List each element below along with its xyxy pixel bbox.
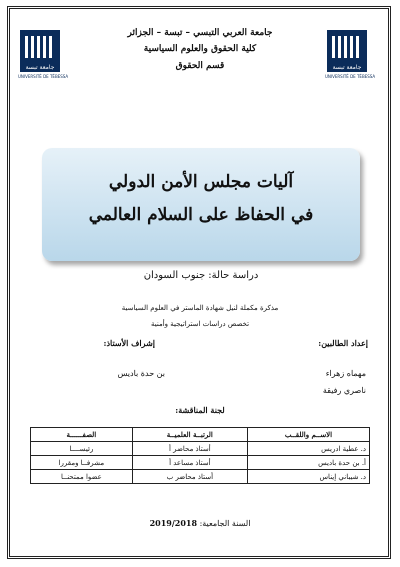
year-label: السنة الجامعية: — [199, 519, 251, 528]
table-row — [31, 456, 370, 470]
member-name: د. عطية ادريس — [247, 442, 369, 456]
year-value: 2019/2018 — [149, 518, 198, 528]
committee-table — [30, 427, 370, 484]
logo-caption-right: جامعة تبسة — [332, 64, 362, 71]
faculty-name: كلية الحقوق والعلوم السياسية — [143, 44, 257, 54]
committee-label: لجنة المناقشة: — [175, 405, 225, 415]
logo-caption-left: جامعة تبسة — [25, 64, 55, 71]
header-role: الصفــــــة — [31, 428, 133, 442]
header-rank: الرتبــة العلميــة — [132, 428, 247, 442]
logo-sub-right: UNIVERSITÉ DE TÉBESSA — [325, 74, 376, 79]
memo-line2: تخصص دراسات استراتيجية وأمنية — [150, 320, 250, 328]
member-rank: أستاذ محاضر أ — [132, 442, 247, 456]
member-rank: أستاذ محاضر ب — [132, 470, 247, 484]
thesis-title-line1: آليات مجلس الأمن الدولي — [108, 172, 294, 192]
member-name: أ. بن حدة باديس — [247, 456, 369, 470]
student-name-1: مهماه زهراء — [325, 369, 366, 378]
supervisor-label: إشراف الأستاذ: — [103, 338, 155, 348]
academic-year — [0, 518, 400, 528]
student-name-2: ناصري رفيقة — [322, 386, 366, 395]
member-rank: أستاذ مساعد أ — [132, 456, 247, 470]
university-name: جامعة العربي التبسي – تبسة – الجزائر — [127, 28, 273, 38]
member-name: د. شيباني إيناس — [247, 470, 369, 484]
member-role: مشرفــا ومقررا — [31, 456, 133, 470]
table-row — [31, 470, 370, 484]
table-row — [31, 442, 370, 456]
case-study: دراسة حالة: جنوب السودان — [143, 270, 259, 281]
member-role: رئيســــا — [31, 442, 133, 456]
department-name: قسم الحقوق — [175, 61, 225, 71]
member-role: عضوا ممتحنــا — [31, 470, 133, 484]
logo-sub-left: UNIVERSITÉ DE TÉBESSA — [18, 74, 69, 79]
committee-header-row — [31, 428, 370, 442]
thesis-title-line2: في الحفاظ على السلام العالمي — [88, 205, 314, 225]
header-name: الاســم واللقــب — [247, 428, 369, 442]
memo-line1: مذكرة مكملة لنيل شهادة الماستر في العلوم السياسية — [121, 304, 279, 312]
students-label: إعداد الطالبين: — [318, 338, 368, 348]
supervisor-name: بن حدة باديس — [117, 369, 165, 378]
